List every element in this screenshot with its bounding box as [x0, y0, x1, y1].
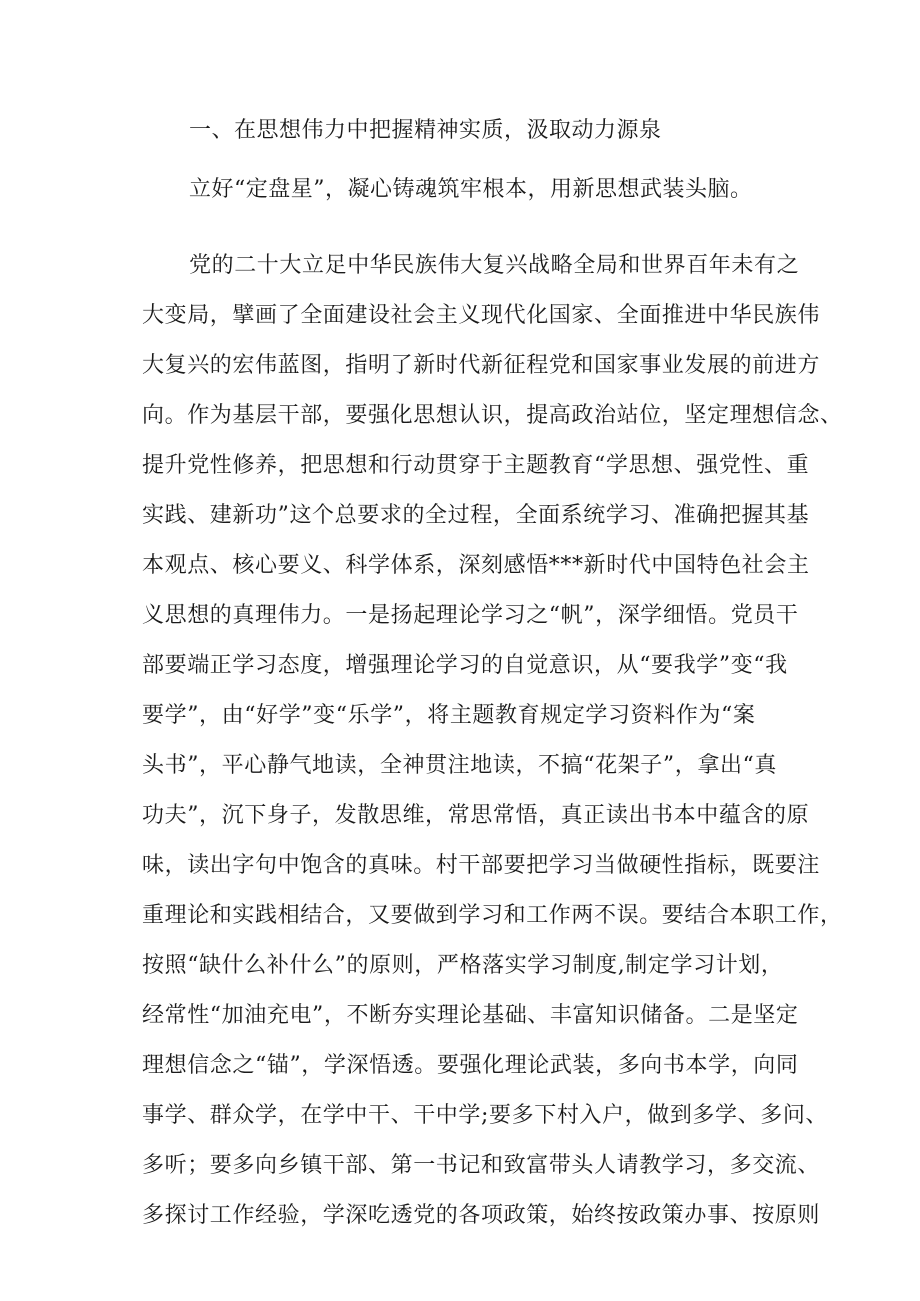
- paragraph-line: 大复兴的宏伟蓝图，指明了新时代新征程党和国家事业发展的前进方: [142, 353, 821, 378]
- paragraph-line: 大变局，擘画了全面建设社会主义现代化国家、全面推进中华民族伟: [142, 303, 821, 328]
- section-subheading: 立好“定盘星”，凝心铸魂筑牢根本，用新思想武装头脑。: [189, 177, 753, 202]
- paragraph-line: 实践、建新功”这个总要求的全过程，全面系统学习、准确把握其基: [142, 503, 810, 528]
- paragraph-line: 部要端正学习态度，增强理论学习的自觉意识，从“要我学”变“我: [142, 653, 788, 678]
- paragraph-line: 要学”，由“好学”变“乐学”，将主题教育规定学习资料作为“案: [142, 703, 756, 728]
- paragraph-line: 味，读出字句中饱含的真味。村干部要把学习当做硬性指标，既要注: [142, 853, 821, 878]
- paragraph-line: 理想信念之“锚”，学深悟透。要强化理论武装，多向书本学，向同: [142, 1053, 799, 1078]
- paragraph-line: 多听；要多向乡镇干部、第一书记和致富带头人请教学习，多交流、: [142, 1153, 821, 1178]
- paragraph-line: 头书”，平心静气地读，全神贯注地读，不搞“花架子”，拿出“真: [142, 753, 777, 778]
- paragraph-line: 按照“缺什么补什么”的原则，严格落实学习制度,制定学习计划，: [142, 953, 784, 978]
- paragraph-line: 功夫”，沉下身子，发散思维，常思常悟，真正读出书本中蕴含的原: [142, 803, 810, 828]
- paragraph-line: 事学、群众学，在学中干、干中学;要多下村入户，做到多学、多问、: [142, 1103, 829, 1128]
- body-paragraph: [142, 248, 843, 1248]
- paragraph-line: 党的二十大立足中华民族伟大复兴战略全局和世界百年未有之: [189, 253, 800, 278]
- section-heading: 一、在思想伟力中把握精神实质，汲取动力源泉: [189, 118, 662, 143]
- paragraph-line: 重理论和实践相结合，又要做到学习和工作两不误。要结合本职工作，: [142, 903, 843, 928]
- paragraph-line: 本观点、核心要义、科学体系，深刻感悟***新时代中国特色社会主: [142, 553, 810, 578]
- paragraph-line: 向。作为基层干部，要强化思想认识，提高政治站位，坚定理想信念、: [142, 403, 843, 428]
- paragraph-line: 义思想的真理伟力。一是扬起理论学习之“帆”，深学细悟。党员干: [142, 603, 799, 628]
- paragraph-line: 提升党性修养，把思想和行动贯穿于主题教育“学思想、强党性、重: [142, 453, 810, 478]
- paragraph-line: 经常性“加油充电”，不断夯实理论基础、丰富知识储备。二是坚定: [142, 1003, 799, 1028]
- paragraph-line: 多探讨工作经验，学深吃透党的各项政策，始终按政策办事、按原则: [142, 1203, 821, 1228]
